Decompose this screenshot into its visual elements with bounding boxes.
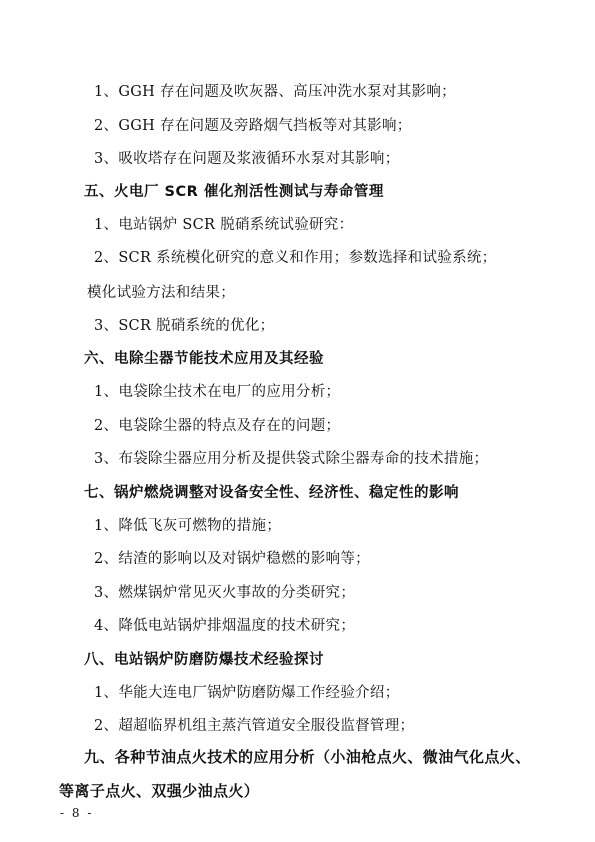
list-item: 1、华能大连电厂锅炉防磨防爆工作经验介绍；	[94, 685, 400, 701]
section-heading: 八、电站锅炉防磨防爆技术经验探讨	[84, 652, 324, 668]
list-item: 2、GGH 存在问题及旁路烟气挡板等对其影响；	[94, 118, 412, 134]
list-item: 2、电袋除尘器的特点及存在的问题；	[94, 418, 341, 434]
list-item: 3、SCR 脱硝系统的优化；	[94, 318, 275, 334]
list-item: 1、GGH 存在问题及吹灰器、高压冲洗水泵对其影响；	[94, 84, 456, 100]
list-item: 2、结渣的影响以及对锅炉稳燃的影响等；	[94, 551, 370, 567]
list-item: 3、布袋除尘器应用分析及提供袋式除尘器寿命的技术措施；	[94, 451, 489, 467]
section-heading: 六、电除尘器节能技术应用及其经验	[84, 351, 324, 367]
list-item: 4、降低电站锅炉排烟温度的技术研究；	[94, 618, 356, 634]
list-item: 2、SCR 系统模化研究的意义和作用；参数选择和试验系统；	[94, 250, 497, 266]
section-heading-continuation: 等离子点火、双强少油点火）	[59, 782, 260, 800]
list-item: 1、电袋除尘技术在电厂的应用分析；	[94, 384, 341, 400]
list-item: 3、吸收塔存在问题及浆液循环水泵对其影响；	[94, 151, 400, 167]
list-item: 3、燃煤锅炉常见灭火事故的分类研究；	[94, 585, 356, 601]
section-heading: 七、锅炉燃烧调整对设备安全性、经济性、稳定性的影响	[84, 485, 459, 501]
list-item: 2、超超临界机组主蒸汽管道安全服役监督管理；	[94, 718, 415, 734]
section-heading: 五、火电厂 SCR 催化剂活性测试与寿命管理	[84, 184, 384, 200]
page-number: - 8 -	[60, 806, 94, 820]
list-item: 1、降低飞灰可燃物的措施；	[94, 518, 282, 534]
section-heading: 九、各种节油点火技术的应用分析（小油枪点火、微油气化点火、	[84, 748, 531, 766]
list-item: 1、电站锅炉 SCR 脱硝系统试验研究：	[94, 217, 354, 233]
list-item-continuation: 模化试验方法和结果；	[87, 285, 235, 301]
